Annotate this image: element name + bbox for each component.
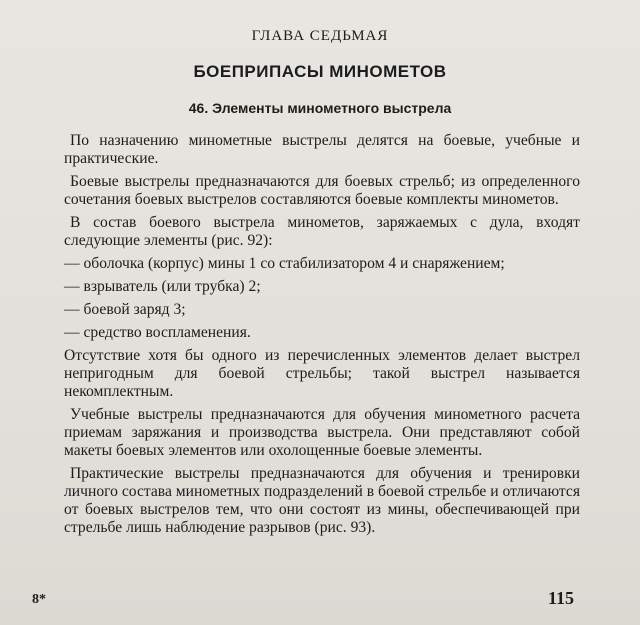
paragraph: Практические выстрелы предназначаются для обучения и тренировки личного состава минометных подразделений в боевой стрельбе и отличаются от боевых выстрелов тем, что они состоят из мины, обеспечивающей при стрельбе лишь наблюдение разрывов (рис. 93).: [64, 465, 580, 536]
list-item: — оболочка (корпус) мины 1 со стабилизатором 4 и снаряжением;: [64, 255, 505, 272]
list-item: — средство воспламенения.: [64, 324, 251, 341]
body-text: [64, 132, 580, 542]
chapter-title: БОЕПРИПАСЫ МИНОМЕТОВ: [193, 62, 447, 81]
paragraph: Боевые выстрелы предназначаются для боевых стрельб; из определенного сочетания боевых выстрелов составляются боевые комплекты минометов.: [64, 173, 580, 208]
paragraph: Отсутствие хотя бы одного из перечисленных элементов делает выстрел непригодным для боевой стрельбы; такой выстрел называется некомплектным.: [64, 347, 580, 400]
signature-mark: 8*: [32, 592, 46, 607]
section-heading: 46. Элементы минометного выстрела: [188, 100, 452, 116]
chapter-heading: ГЛАВА СЕДЬМАЯ: [251, 28, 389, 44]
list-item: — взрыватель (или трубка) 2;: [64, 278, 261, 295]
paragraph: Учебные выстрелы предназначаются для обучения минометного расчета приемам заряжания и производства выстрела. Они представляют собой макеты боевых элементов или охолощенные боевые элементы.: [64, 406, 580, 459]
list-item: — боевой заряд 3;: [64, 301, 186, 318]
paragraph: В состав боевого выстрела минометов, заряжаемых с дула, входят следующие элементы (рис. 92):: [64, 214, 580, 249]
paragraph: По назначению минометные выстрелы делятся на боевые, учебные и практические.: [64, 132, 580, 167]
page-number: 115: [548, 588, 575, 608]
